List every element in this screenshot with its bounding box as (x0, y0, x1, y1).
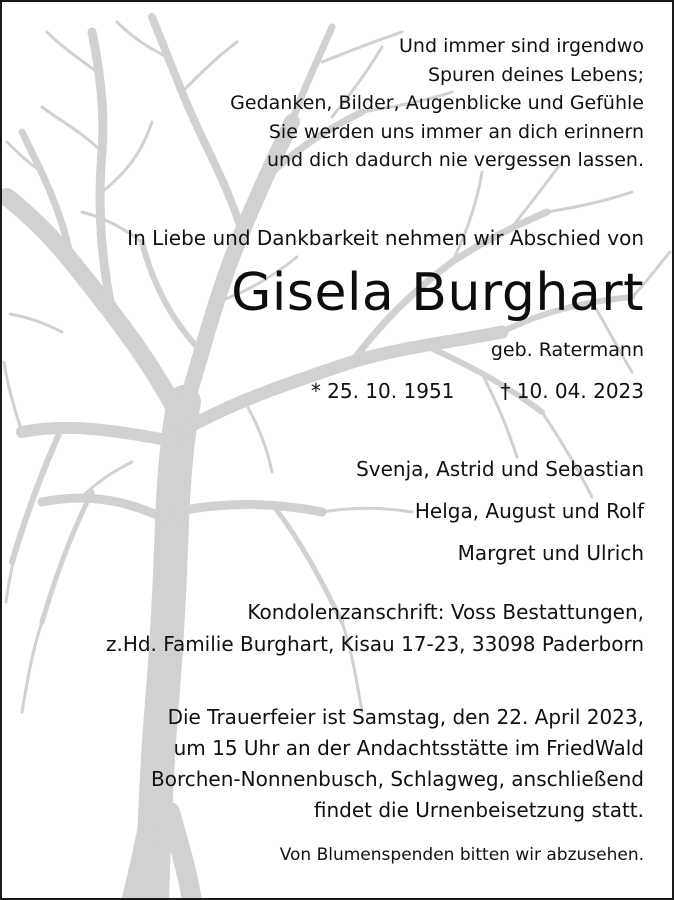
deceased-name: Gisela Burghart (231, 263, 644, 323)
poem-line: Gedanken, Bilder, Augenblicke und Gefühle (230, 92, 644, 114)
ceremony-details (151, 702, 644, 826)
mourner-line: Margret und Ulrich (457, 541, 644, 565)
poem-line: und dich dadurch nie vergessen lassen. (266, 149, 644, 171)
mourners-list (356, 448, 644, 574)
ceremony-line: findet die Urnenbeisetzung statt. (313, 798, 644, 822)
ceremony-line: um 15 Uhr an der Andachtsstätte im FriedWald (173, 736, 644, 760)
poem-line: Spuren deines Lebens; (427, 63, 644, 86)
mourner-line: Helga, August und Rolf (414, 499, 644, 523)
condolence-line: z.Hd. Familie Burghart, Kisau 17-23, 33098 Paderborn (105, 632, 644, 656)
notice-text (2, 2, 674, 900)
death-date: † 10. 04. 2023 (500, 379, 644, 403)
condolence-address (106, 596, 644, 660)
farewell-intro: In Liebe und Dankbarkeit nehmen wir Abschied von (127, 226, 644, 250)
birth-date: * 25. 10. 1951 (310, 379, 455, 403)
poem-line: Sie werden uns immer an dich erinnern (268, 120, 644, 143)
poem (230, 32, 644, 175)
flowers-note: Von Blumenspenden bitten wir abzusehen. (279, 845, 644, 865)
life-dates (311, 376, 644, 406)
ceremony-line: Die Trauerfeier ist Samstag, den 22. April 2023, (167, 705, 644, 729)
mourner-line: Svenja, Astrid und Sebastian (356, 457, 644, 481)
condolence-line: Kondolenzanschrift: Voss Bestattungen, (247, 600, 644, 624)
maiden-name: geb. Ratermann (490, 339, 644, 361)
ceremony-line: Borchen-Nonnenbusch, Schlagweg, anschließend (151, 767, 644, 791)
poem-line: Und immer sind irgendwo (399, 35, 644, 57)
